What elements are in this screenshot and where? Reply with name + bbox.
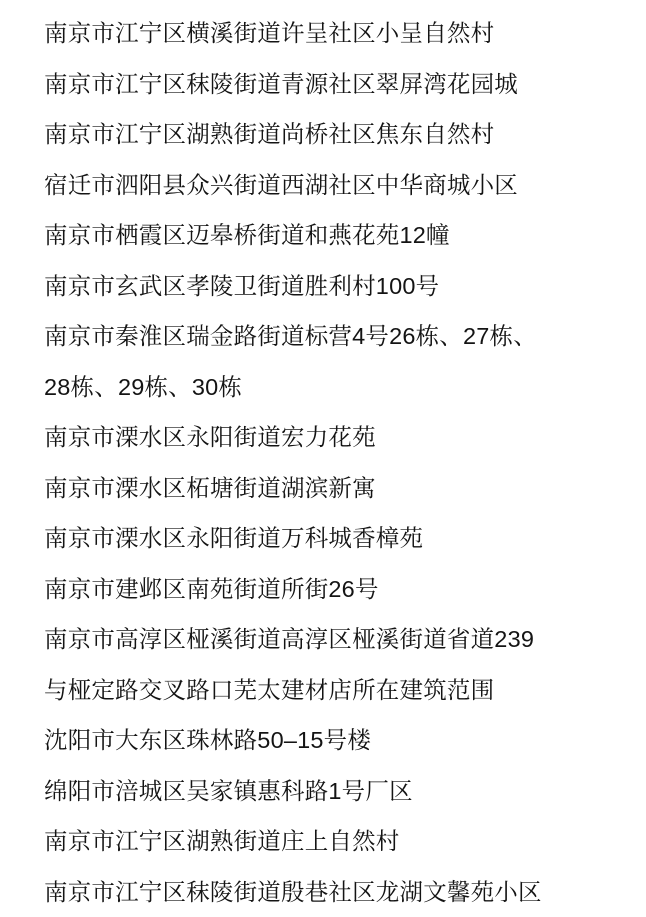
list-item: 南京市高淳区桠溪街道高淳区桠溪街道省道239	[44, 614, 632, 665]
list-item: 沈阳市大东区珠林路50–15号楼	[44, 715, 632, 766]
list-item: 与桠定路交叉路口芜太建材店所在建筑范围	[44, 665, 632, 716]
list-item: 南京市秦淮区瑞金路街道标营4号26栋、27栋、	[44, 311, 632, 362]
list-item: 南京市江宁区横溪街道许呈社区小呈自然村	[44, 8, 632, 59]
list-item: 绵阳市涪城区吴家镇惠科路1号厂区	[44, 766, 632, 817]
list-item: 南京市江宁区秣陵街道殷巷社区龙湖文馨苑小区	[44, 867, 632, 917]
list-item: 南京市溧水区柘塘街道湖滨新寓	[44, 463, 632, 514]
list-item: 南京市江宁区湖熟街道庄上自然村	[44, 816, 632, 867]
list-item: 南京市江宁区秣陵街道青源社区翠屏湾花园城	[44, 59, 632, 110]
list-item: 南京市江宁区湖熟街道尚桥社区焦东自然村	[44, 109, 632, 160]
list-item: 南京市栖霞区迈皋桥街道和燕花苑12幢	[44, 210, 632, 261]
list-item: 南京市溧水区永阳街道宏力花苑	[44, 412, 632, 463]
list-item: 南京市玄武区孝陵卫街道胜利村100号	[44, 261, 632, 312]
list-item: 宿迁市泗阳县众兴街道西湖社区中华商城小区	[44, 160, 632, 211]
list-item: 南京市建邺区南苑街道所街26号	[44, 564, 632, 615]
list-item: 南京市溧水区永阳街道万科城香樟苑	[44, 513, 632, 564]
list-item: 28栋、29栋、30栋	[44, 362, 632, 413]
